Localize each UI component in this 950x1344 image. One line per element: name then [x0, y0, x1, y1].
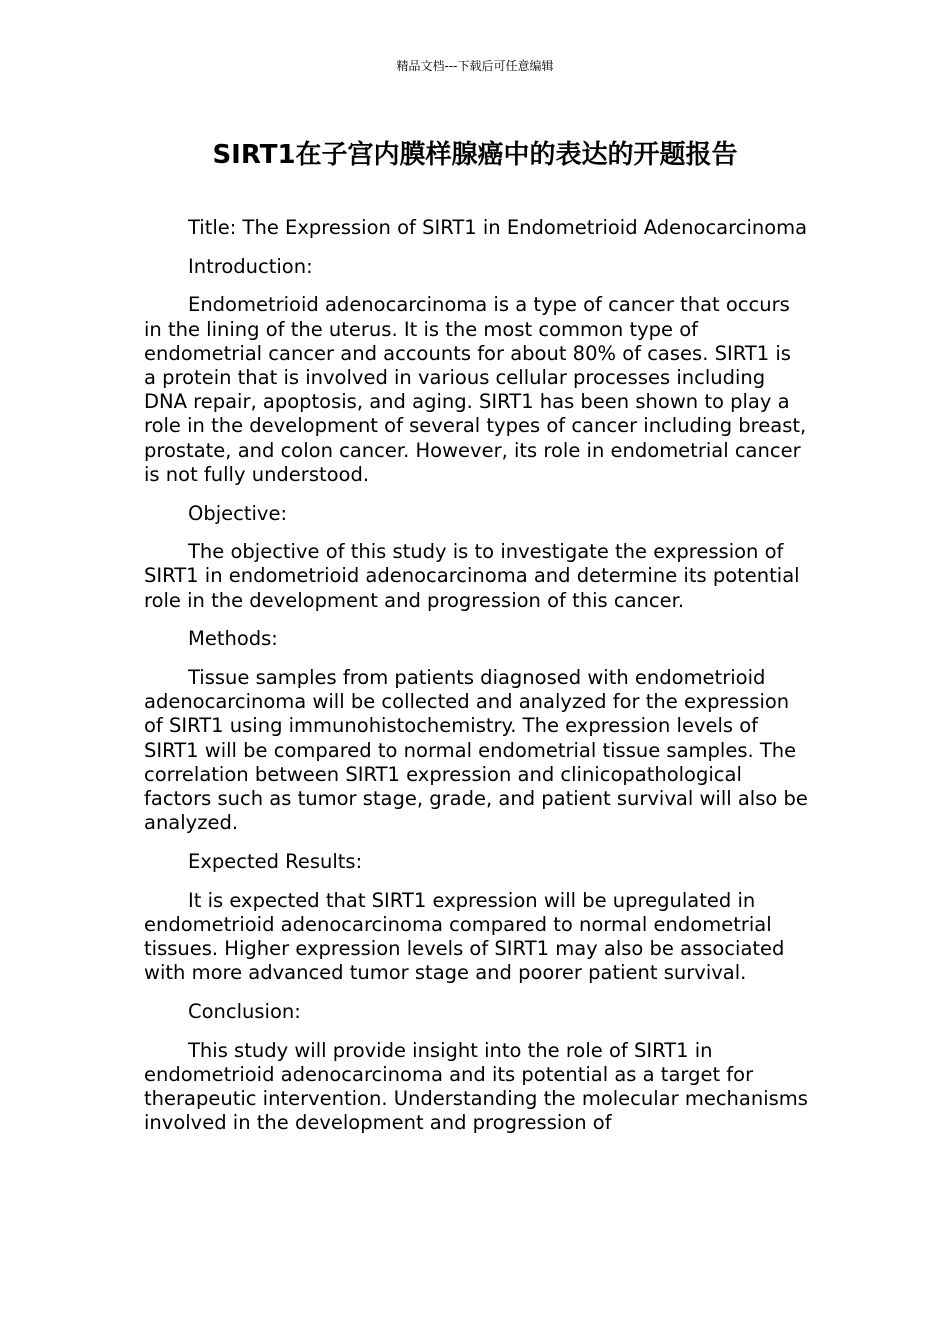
document-body	[144, 216, 809, 1150]
section-heading-introduction: Introduction:	[188, 254, 313, 278]
paragraph-expected-results: It is expected that SIRT1 expression will be upregulated in endometrioid adenocarcinoma compared to normal endometrial tissues. Higher expression levels of SIRT1 may also be associated with more advanced tumor stage and poorer patient survival.	[144, 888, 785, 985]
paragraph-objective: The objective of this study is to investigate the expression of SIRT1 in endometrioid adenocarcinoma and determine its potential role in the development and progression of this cancer.	[144, 540, 800, 612]
header-note: 精品文档---下载后可任意编辑	[396, 59, 554, 73]
paragraph-methods: Tissue samples from patients diagnosed with endometrioid adenocarcinoma will be collected and analyzed for the expression of SIRT1 using immunohistochemistry. The expression levels of SIRT1 will be compared to normal endometrial tissue samples. The correlation between SIRT1 expression and clinicopathological factors such as tumor stage, grade, and patient survival will also be analyzed.	[144, 666, 808, 835]
document-title: SIRT1在子宫内膜样腺癌中的表达的开题报告	[212, 140, 738, 170]
section-heading-conclusion: Conclusion:	[188, 999, 301, 1023]
paragraph-title-line: Title: The Expression of SIRT1 in Endometrioid Adenocarcinoma	[188, 216, 808, 239]
section-heading-expected-results: Expected Results:	[188, 849, 363, 873]
section-heading-objective: Objective:	[188, 501, 288, 525]
paragraph-introduction: Endometrioid adenocarcinoma is a type of cancer that occurs in the lining of the uterus. It is the most common type of endometrial cancer and accounts for about 80% of cases. SIRT1 is a protein that is involved in various cellular processes including DNA repair, apoptosis, and aging. SIRT1 has been shown to play a role in the development of several types of cancer including breast, prostate, and colon cancer. However, its role in endometrial cancer is not fully understood.	[144, 293, 807, 486]
paragraph-conclusion: This study will provide insight into the role of SIRT1 in endometrioid adenocarcinoma and its potential as a target for therapeutic intervention. Understanding the molecular mechanisms involved in the development and progression of	[144, 1038, 808, 1135]
section-heading-methods: Methods:	[188, 627, 278, 651]
